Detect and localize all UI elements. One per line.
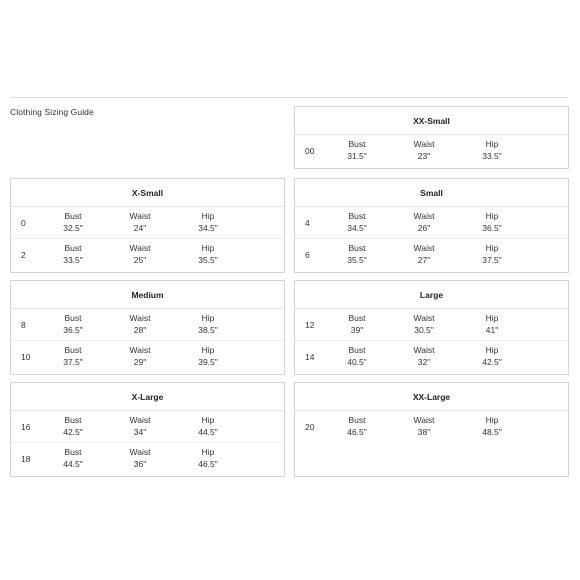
hip-label: Hip: [485, 345, 499, 355]
hip-label: Hip: [201, 211, 215, 221]
hip-measurement: [462, 243, 522, 266]
hip-measurement: [178, 313, 238, 336]
bust-measurement: [327, 313, 387, 336]
bust-measurement: [327, 345, 387, 368]
size-number: 18: [21, 453, 31, 464]
size-row: [295, 340, 568, 372]
hip-measurement: [462, 415, 522, 438]
waist-measurement: [110, 313, 170, 336]
size-row: [11, 411, 284, 442]
size-number: 0: [21, 217, 26, 228]
size-card-small: [294, 178, 569, 273]
size-row: [11, 340, 284, 372]
bust-value: 35.5": [347, 254, 367, 265]
bust-measurement: [327, 139, 387, 162]
waist-label: Waist: [129, 313, 151, 323]
hip-label: Hip: [201, 243, 215, 253]
size-card-title: X-Large: [11, 383, 284, 411]
bust-label: Bust: [64, 415, 82, 425]
hip-label: Hip: [485, 211, 499, 221]
bust-label: Bust: [64, 211, 82, 221]
hip-value: 46.5": [198, 458, 218, 469]
hip-label: Hip: [201, 313, 215, 323]
waist-value: 25": [133, 254, 147, 265]
size-card-title: XX-Large: [295, 383, 568, 411]
waist-measurement: [394, 313, 454, 336]
size-row: [11, 207, 284, 238]
waist-measurement: [394, 211, 454, 234]
size-row: [295, 207, 568, 238]
bust-value: 32.5": [63, 222, 83, 233]
hip-measurement: [462, 211, 522, 234]
hip-value: 39.5": [198, 356, 218, 367]
size-card-title: Small: [295, 179, 568, 207]
bust-value: 46.5": [347, 426, 367, 437]
bust-label: Bust: [64, 243, 82, 253]
bust-label: Bust: [348, 345, 366, 355]
hip-value: 33.5": [482, 150, 502, 161]
waist-label: Waist: [413, 345, 435, 355]
bust-value: 33.5": [63, 254, 83, 265]
hip-measurement: [178, 243, 238, 266]
waist-measurement: [110, 447, 170, 470]
bust-value: 31.5": [347, 150, 367, 161]
size-card-xx-small: [294, 106, 569, 169]
hip-value: 41": [485, 324, 499, 335]
size-card-x-large: [10, 382, 285, 477]
hip-label: Hip: [485, 313, 499, 323]
waist-measurement: [394, 243, 454, 266]
waist-measurement: [110, 415, 170, 438]
size-number: 6: [305, 249, 310, 260]
bust-label: Bust: [348, 211, 366, 221]
page-title: Clothing Sizing Guide: [10, 107, 94, 117]
size-row: [295, 411, 568, 442]
waist-label: Waist: [129, 243, 151, 253]
hip-value: 34.5": [198, 222, 218, 233]
waist-measurement: [394, 415, 454, 438]
hip-label: Hip: [485, 243, 499, 253]
waist-value: 26": [417, 222, 431, 233]
size-card-large: [294, 280, 569, 375]
size-card-x-small: [10, 178, 285, 273]
size-number: 12: [305, 319, 315, 330]
bust-label: Bust: [64, 345, 82, 355]
bust-value: 37.5": [63, 356, 83, 367]
bust-measurement: [43, 447, 103, 470]
bust-measurement: [327, 211, 387, 234]
waist-label: Waist: [129, 211, 151, 221]
hip-label: Hip: [201, 447, 215, 457]
waist-value: 32": [417, 356, 431, 367]
waist-value: 24": [133, 222, 147, 233]
hip-value: 44.5": [198, 426, 218, 437]
size-card-medium: [10, 280, 285, 375]
hip-value: 42.5": [482, 356, 502, 367]
waist-measurement: [394, 345, 454, 368]
waist-value: 36": [133, 458, 147, 469]
hip-measurement: [178, 345, 238, 368]
hip-label: Hip: [201, 345, 215, 355]
size-row: [295, 309, 568, 340]
bust-value: 36.5": [63, 324, 83, 335]
waist-label: Waist: [413, 243, 435, 253]
bust-label: Bust: [64, 313, 82, 323]
size-number: 16: [21, 421, 31, 432]
hip-value: 35.5": [198, 254, 218, 265]
waist-value: 29": [133, 356, 147, 367]
bust-measurement: [327, 243, 387, 266]
hip-label: Hip: [485, 415, 499, 425]
waist-measurement: [110, 211, 170, 234]
size-row: [11, 238, 284, 270]
bust-label: Bust: [348, 415, 366, 425]
waist-label: Waist: [129, 415, 151, 425]
waist-label: Waist: [413, 313, 435, 323]
waist-value: 38": [417, 426, 431, 437]
bust-label: Bust: [348, 243, 366, 253]
waist-measurement: [110, 243, 170, 266]
bust-value: 34.5": [347, 222, 367, 233]
hip-value: 37.5": [482, 254, 502, 265]
bust-measurement: [43, 243, 103, 266]
bust-label: Bust: [348, 139, 366, 149]
waist-label: Waist: [129, 345, 151, 355]
hip-measurement: [462, 139, 522, 162]
bust-measurement: [43, 415, 103, 438]
bust-measurement: [43, 313, 103, 336]
size-row: [11, 309, 284, 340]
size-card-title: Medium: [11, 281, 284, 309]
top-divider: [10, 97, 568, 98]
size-row: [11, 442, 284, 474]
waist-value: 23": [417, 150, 431, 161]
size-number: 8: [21, 319, 26, 330]
hip-measurement: [178, 415, 238, 438]
waist-label: Waist: [129, 447, 151, 457]
hip-value: 38.5": [198, 324, 218, 335]
waist-label: Waist: [413, 211, 435, 221]
bust-value: 44.5": [63, 458, 83, 469]
waist-value: 34": [133, 426, 147, 437]
hip-label: Hip: [485, 139, 499, 149]
hip-label: Hip: [201, 415, 215, 425]
bust-value: 42.5": [63, 426, 83, 437]
waist-label: Waist: [413, 139, 435, 149]
waist-value: 28": [133, 324, 147, 335]
bust-value: 39": [350, 324, 364, 335]
bust-label: Bust: [64, 447, 82, 457]
size-card-xx-large: [294, 382, 569, 477]
bust-measurement: [43, 211, 103, 234]
hip-measurement: [178, 211, 238, 234]
size-number: 2: [21, 249, 26, 260]
waist-label: Waist: [413, 415, 435, 425]
bust-value: 40.5": [347, 356, 367, 367]
hip-value: 36.5": [482, 222, 502, 233]
hip-measurement: [462, 313, 522, 336]
waist-value: 30.5": [414, 324, 434, 335]
size-number: 14: [305, 351, 315, 362]
hip-measurement: [178, 447, 238, 470]
bust-measurement: [327, 415, 387, 438]
hip-measurement: [462, 345, 522, 368]
size-card-title: Large: [295, 281, 568, 309]
size-number: 20: [305, 421, 315, 432]
size-card-title: X-Small: [11, 179, 284, 207]
size-card-title: XX-Small: [295, 107, 568, 135]
hip-value: 48.5": [482, 426, 502, 437]
size-number: 10: [21, 351, 31, 362]
size-row: [295, 135, 568, 166]
bust-label: Bust: [348, 313, 366, 323]
size-row: [295, 238, 568, 270]
waist-measurement: [394, 139, 454, 162]
size-number: 00: [305, 145, 315, 156]
waist-value: 27": [417, 254, 431, 265]
size-number: 4: [305, 217, 310, 228]
bust-measurement: [43, 345, 103, 368]
waist-measurement: [110, 345, 170, 368]
